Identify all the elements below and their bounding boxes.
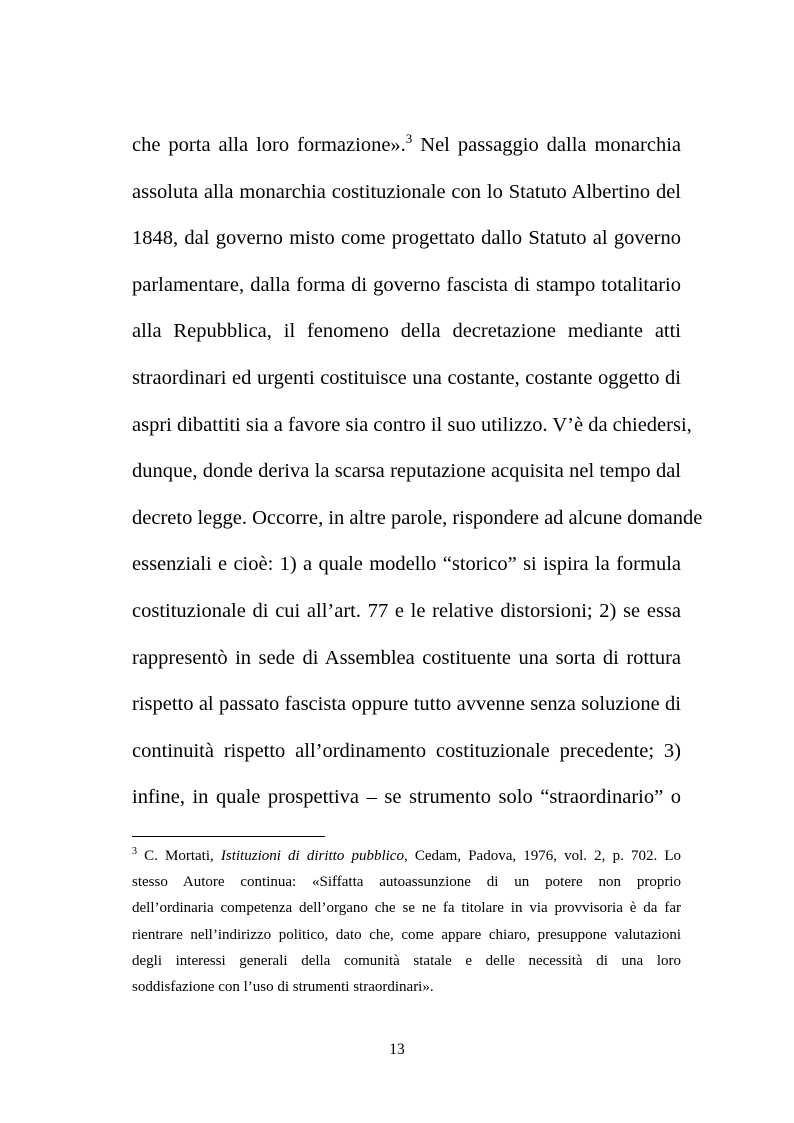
body-line: straordinari ed urgenti costituisce una costante, costante oggetto di: [132, 366, 681, 389]
body-line-text: Nel passaggio dalla monarchia: [412, 134, 681, 156]
body-line: assoluta alla monarchia costituzionale con lo Statuto Albertino del: [132, 180, 681, 203]
footnote-line: soddisfazione con l’uso di strumenti straordinari».: [132, 978, 434, 995]
body-line: alla Repubblica, il fenomeno della decretazione mediante atti: [132, 320, 681, 343]
body-line: parlamentare, dalla forma di governo fascista di stampo totalitario: [132, 273, 681, 296]
body-line: rispetto al passato fascista oppure tutto avvenne senza soluzione di: [132, 693, 681, 716]
body-line: 1848, dal governo misto come progettato dallo Statuto al governo: [132, 227, 681, 250]
footnote-separator: [132, 836, 325, 837]
body-line: costituzionale di cui all’art. 77 e le relative distorsioni; 2) se essa: [132, 599, 681, 622]
body-line-text: che porta alla loro formazione».: [132, 134, 406, 156]
footnote-line: rientrare nell’indirizzo politico, dato che, come appare chiaro, presuppone valutazioni: [132, 926, 681, 943]
footnote-text: C. Mortati,: [137, 848, 221, 864]
body-line: decreto legge. Occorre, in altre parole, rispondere ad alcune domande: [132, 506, 703, 529]
body-line: continuità rispetto all’ordinamento costituzionale precedente; 3): [132, 739, 681, 762]
body-line: infine, in quale prospettiva – se strumento solo “straordinario” o: [132, 786, 681, 809]
footnote-line: stesso Autore continua: «Siffatta autoassunzione di un potere non proprio: [132, 874, 681, 891]
footnote-text: , Cedam, Padova, 1976, vol. 2, p. 702. Lo: [403, 848, 681, 864]
body-line: essenziali e cioè: 1) a quale modello “storico” si ispira la formula: [132, 553, 681, 576]
body-line: [132, 122, 681, 169]
body-line: aspri dibattiti sia a favore sia contro il suo utilizzo. V’è da chiedersi,: [132, 413, 692, 436]
footnote-line: [132, 843, 681, 869]
body-line: dunque, donde deriva la scarsa reputazione acquisita nel tempo dal: [132, 460, 681, 483]
footnote-line: degli interessi generali della comunità statale e delle necessità di una loro: [132, 952, 681, 969]
footnote: [132, 843, 681, 1000]
footnote-reference[interactable]: 3: [405, 131, 413, 147]
page-number: 13: [389, 1041, 405, 1058]
body-paragraph: [132, 122, 703, 821]
footnote-number: 3: [132, 846, 137, 857]
body-line: rappresentò in sede di Assemblea costituente una sorta di rottura: [132, 646, 681, 669]
footnote-line: dell’ordinaria competenza dell’organo che se ne fa titolare in via provvisoria è da far: [132, 900, 681, 917]
footnote-book-title: Istituzioni di diritto pubblico: [220, 848, 404, 864]
